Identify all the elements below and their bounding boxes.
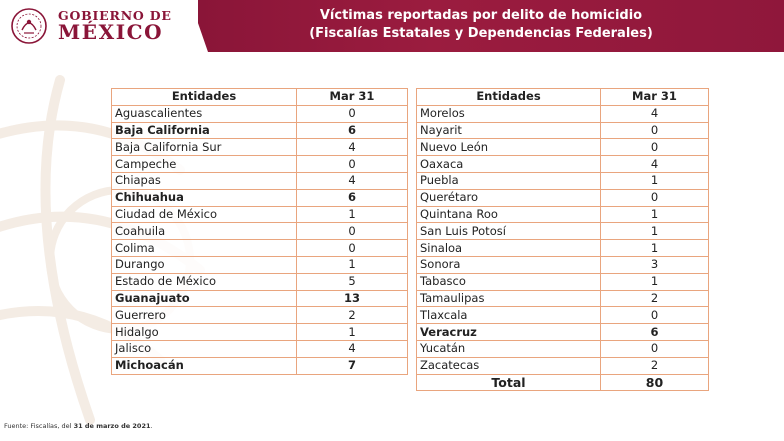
table-row	[417, 307, 709, 324]
entity-value: 2	[297, 307, 408, 324]
entity-value: 6	[297, 122, 408, 139]
entity-name: Michoacán	[112, 357, 297, 374]
entity-value: 0	[601, 307, 709, 324]
table-row	[417, 206, 709, 223]
table-left	[111, 88, 408, 375]
table-row	[417, 340, 709, 357]
table-row	[417, 105, 709, 122]
entity-value: 1	[297, 206, 408, 223]
table-row	[112, 122, 408, 139]
table-body-left	[112, 105, 408, 374]
table-row	[417, 156, 709, 173]
entity-value: 1	[601, 206, 709, 223]
entity-name: Tlaxcala	[417, 307, 601, 324]
entity-name: Quintana Roo	[417, 206, 601, 223]
entity-name: Baja California	[112, 122, 297, 139]
table-header-row	[417, 89, 709, 106]
table-row	[417, 139, 709, 156]
entity-value: 2	[601, 290, 709, 307]
page-title	[246, 7, 716, 43]
table-row	[112, 240, 408, 257]
national-emblem-icon	[10, 6, 48, 46]
homicide-table-right	[416, 88, 709, 391]
entity-value: 4	[297, 139, 408, 156]
entity-value: 5	[297, 273, 408, 290]
brand-line-1: GOBIERNO DE	[58, 8, 172, 23]
entity-name: Colima	[112, 240, 297, 257]
entity-value: 0	[297, 223, 408, 240]
entity-value: 4	[601, 105, 709, 122]
entity-value: 0	[601, 139, 709, 156]
entity-value: 0	[297, 105, 408, 122]
source-date: 31 de marzo de 2021	[73, 422, 151, 430]
entity-value: 4	[601, 156, 709, 173]
entity-value: 7	[297, 357, 408, 374]
total-row	[417, 374, 709, 391]
entity-name: San Luis Potosí	[417, 223, 601, 240]
table-row	[112, 172, 408, 189]
entity-value: 4	[297, 340, 408, 357]
table-row	[112, 340, 408, 357]
entity-name: Jalisco	[112, 340, 297, 357]
entity-name: Coahuila	[112, 223, 297, 240]
table-row	[112, 189, 408, 206]
table-row	[417, 357, 709, 374]
total-value: 80	[601, 374, 709, 391]
table-row	[112, 105, 408, 122]
entity-value: 0	[297, 240, 408, 257]
table-row	[112, 273, 408, 290]
entity-value: 13	[297, 290, 408, 307]
entity-value: 0	[297, 156, 408, 173]
entity-name: Ciudad de México	[112, 206, 297, 223]
entity-name: Hidalgo	[112, 324, 297, 341]
column-header-entity: Entidades	[417, 89, 601, 106]
table-body-right	[417, 105, 709, 374]
entity-value: 4	[297, 172, 408, 189]
table-row	[112, 156, 408, 173]
column-header-entity: Entidades	[112, 89, 297, 106]
table-row	[417, 172, 709, 189]
table-row	[417, 290, 709, 307]
entity-value: 1	[297, 324, 408, 341]
source-note	[4, 422, 153, 430]
table-row	[112, 206, 408, 223]
table-row	[417, 256, 709, 273]
table-row	[112, 223, 408, 240]
table-row	[417, 189, 709, 206]
title-line-1: Víctimas reportadas por delito de homicidio	[319, 8, 643, 23]
table-row	[417, 273, 709, 290]
brand-line-2: MÉXICO	[58, 20, 164, 44]
column-header-value: Mar 31	[601, 89, 709, 106]
entity-value: 6	[297, 189, 408, 206]
table-row	[417, 223, 709, 240]
table-row	[112, 324, 408, 341]
source-prefix: Fuente: Fiscalías, del	[4, 422, 74, 430]
column-header-value: Mar 31	[297, 89, 408, 106]
entity-name: Aguascalientes	[112, 105, 297, 122]
entity-name: Durango	[112, 256, 297, 273]
entity-name: Baja California Sur	[112, 139, 297, 156]
entity-name: Morelos	[417, 105, 601, 122]
table-row	[417, 324, 709, 341]
entity-name: Veracruz	[417, 324, 601, 341]
table-row	[112, 307, 408, 324]
table-right	[416, 88, 709, 391]
entity-value: 0	[601, 122, 709, 139]
entity-value: 1	[297, 256, 408, 273]
title-line-2: (Fiscalías Estatales y Dependencias Federales)	[309, 26, 653, 41]
table-row	[417, 240, 709, 257]
entity-value: 1	[601, 273, 709, 290]
band-diagonal-cut	[190, 0, 208, 52]
header	[0, 0, 784, 52]
entity-name: Puebla	[417, 172, 601, 189]
entity-value: 6	[601, 324, 709, 341]
entity-name: Chiapas	[112, 172, 297, 189]
entity-name: Tamaulipas	[417, 290, 601, 307]
table-row	[112, 139, 408, 156]
entity-name: Nayarit	[417, 122, 601, 139]
entity-name: Sonora	[417, 256, 601, 273]
entity-name: Querétaro	[417, 189, 601, 206]
entity-value: 1	[601, 172, 709, 189]
entity-name: Estado de México	[112, 273, 297, 290]
entity-value: 1	[601, 240, 709, 257]
entity-name: Yucatán	[417, 340, 601, 357]
entity-name: Oaxaca	[417, 156, 601, 173]
entity-value: 0	[601, 189, 709, 206]
entity-name: Chihuahua	[112, 189, 297, 206]
entity-name: Campeche	[112, 156, 297, 173]
total-label: Total	[417, 374, 601, 391]
entity-name: Nuevo León	[417, 139, 601, 156]
entity-name: Guanajuato	[112, 290, 297, 307]
entity-name: Zacatecas	[417, 357, 601, 374]
logo-panel	[0, 0, 198, 52]
table-row	[417, 122, 709, 139]
entity-value: 1	[601, 223, 709, 240]
entity-value: 0	[601, 340, 709, 357]
entity-value: 3	[601, 256, 709, 273]
table-header-row	[112, 89, 408, 106]
entity-value: 2	[601, 357, 709, 374]
entity-name: Sinaloa	[417, 240, 601, 257]
homicide-table-left	[111, 88, 408, 375]
table-row	[112, 357, 408, 374]
table-row	[112, 290, 408, 307]
entity-name: Guerrero	[112, 307, 297, 324]
source-suffix: .	[150, 422, 153, 430]
table-row	[112, 256, 408, 273]
entity-name: Tabasco	[417, 273, 601, 290]
